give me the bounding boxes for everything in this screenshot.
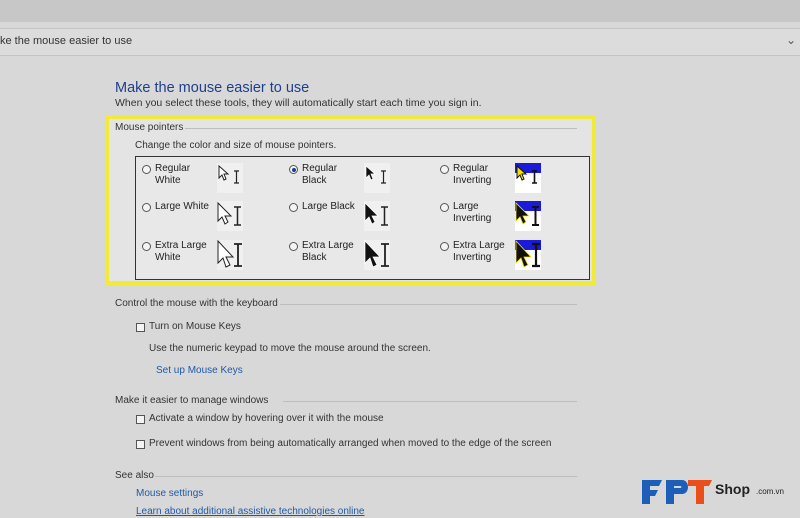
- radio-extra-large-white[interactable]: [142, 242, 151, 251]
- watermark-shop: Shop: [715, 481, 750, 497]
- prevent-snap-label[interactable]: Prevent windows from being automatically arranged when moved to the edge of the screen: [149, 438, 552, 449]
- page-subtitle: When you select these tools, they will automatically start each time you sign in.: [115, 97, 482, 109]
- pointer-preview: [515, 240, 541, 270]
- pointer-preview: [217, 201, 243, 231]
- pointer-preview: [364, 163, 390, 193]
- window-titlebar: [0, 0, 800, 22]
- watermark-domain: .com.vn: [756, 487, 785, 496]
- option-label: Regular White: [155, 163, 191, 186]
- option-label: Regular Black: [302, 163, 338, 186]
- setup-mouse-keys-link[interactable]: Set up Mouse Keys: [156, 365, 243, 376]
- hover-activate-checkbox[interactable]: [136, 415, 145, 424]
- radio-regular-inverting[interactable]: [440, 165, 449, 174]
- pointer-preview: [364, 240, 390, 270]
- address-bar[interactable]: [0, 28, 800, 56]
- mouse-pointers-description: Change the color and size of mouse pointers.: [135, 140, 337, 151]
- option-label: Regular Inverting: [453, 163, 492, 186]
- option-label: Large Inverting: [453, 201, 492, 224]
- group-divider: [185, 128, 577, 129]
- breadcrumb[interactable]: ke the mouse easier to use: [0, 35, 133, 47]
- pointer-preview: [515, 201, 541, 231]
- radio-extra-large-inverting[interactable]: [440, 242, 449, 251]
- option-label: Large Black: [302, 201, 355, 212]
- mouse-pointers-group-title: Mouse pointers: [115, 122, 184, 133]
- option-label: Extra Large Black: [302, 240, 354, 263]
- radio-large-black[interactable]: [289, 203, 298, 212]
- pointer-preview: [515, 163, 541, 193]
- radio-regular-black[interactable]: [289, 165, 298, 174]
- assistive-tech-link[interactable]: Learn about additional assistive technologies online: [136, 506, 365, 517]
- pointer-preview: [364, 201, 390, 231]
- chevron-down-icon[interactable]: ⌄: [786, 33, 797, 47]
- pointer-preview: [217, 240, 243, 270]
- radio-extra-large-black[interactable]: [289, 242, 298, 251]
- radio-regular-white[interactable]: [142, 165, 151, 174]
- windows-group-title: Make it easier to manage windows: [115, 395, 269, 406]
- page-title: Make the mouse easier to use: [115, 80, 310, 96]
- radio-large-inverting[interactable]: [440, 203, 449, 212]
- mouse-keys-checkbox[interactable]: [136, 323, 145, 332]
- fpt-logo: [640, 476, 714, 508]
- mouse-settings-link[interactable]: Mouse settings: [136, 488, 204, 499]
- option-label: Extra Large Inverting: [453, 240, 505, 263]
- keyboard-group-title: Control the mouse with the keyboard: [115, 298, 278, 309]
- group-divider: [283, 401, 577, 402]
- option-label: Large White: [155, 201, 209, 212]
- radio-large-white[interactable]: [142, 203, 151, 212]
- group-divider: [155, 476, 577, 477]
- option-label: Extra Large White: [155, 240, 207, 263]
- mouse-keys-help: Use the numeric keypad to move the mouse around the screen.: [149, 343, 431, 354]
- hover-activate-label[interactable]: Activate a window by hovering over it with the mouse: [149, 413, 384, 424]
- see-also-title: See also: [115, 470, 154, 481]
- pointer-preview: [217, 163, 243, 193]
- mouse-keys-label[interactable]: Turn on Mouse Keys: [149, 321, 241, 332]
- prevent-snap-checkbox[interactable]: [136, 440, 145, 449]
- group-divider: [280, 304, 577, 305]
